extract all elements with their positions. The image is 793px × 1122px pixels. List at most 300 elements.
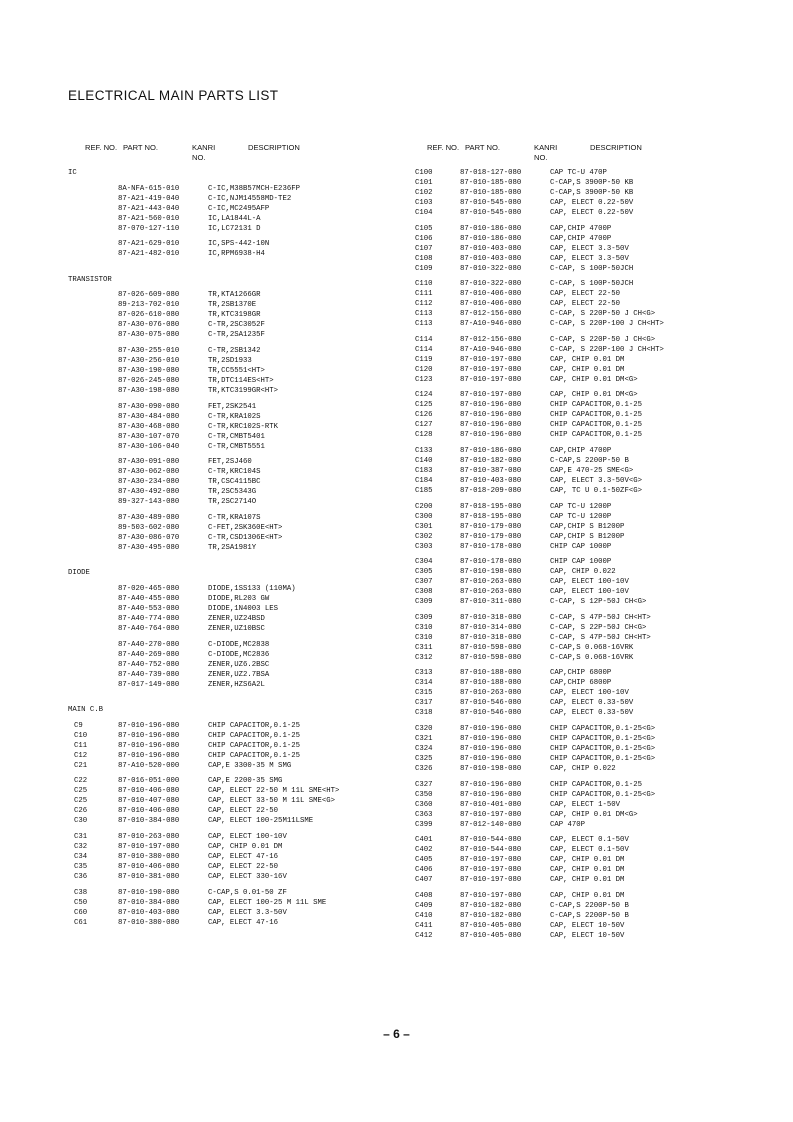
part-no-cell: 87-010-598-080	[460, 643, 522, 652]
description-cell: C-TR,2SA1235F	[208, 331, 265, 340]
parts-row	[0, 309, 793, 319]
description-cell: CAP, CHIP 0.01 DM<G>	[550, 810, 638, 819]
parts-row	[0, 790, 793, 800]
description-cell: CAP, ELECT 330-16V	[208, 872, 287, 881]
description-cell: C-IC,M38B57MCH-E236FP	[208, 184, 300, 193]
part-no-cell: 87-A30-198-080	[118, 386, 180, 395]
description-cell: C-CAP, S 100P-50JCH	[550, 280, 634, 289]
description-cell: CAP, CHIP 0.01 DM	[550, 876, 625, 885]
description-cell: IC,LA1844L-A	[208, 214, 261, 223]
ref-no-cell: C107	[415, 244, 433, 253]
part-no-cell: 87-010-196-080	[460, 780, 522, 789]
description-cell: TR,2SC5343G	[208, 488, 257, 497]
part-no-cell: 87-010-196-080	[460, 744, 522, 753]
parts-row	[0, 420, 793, 430]
kanri-header: KANRI	[192, 143, 216, 152]
ref-no-cell: C309	[415, 613, 433, 622]
part-no-cell: 87-A30-256-010	[118, 356, 180, 365]
description-cell: TR,2SA1981Y	[208, 543, 257, 552]
ref-no-cell: C317	[415, 699, 433, 708]
part-no-cell: 87-010-546-080	[460, 699, 522, 708]
description-cell: C-TR,KRC102S-RTK	[208, 422, 279, 431]
description-cell: CHIP CAPACITOR,0.1-25	[550, 411, 642, 420]
ref-no-cell: C303	[415, 542, 433, 551]
description-cell: CAP, ELECT 3.3-50V	[550, 254, 629, 263]
description-cell: CAP, ELECT 47-16	[208, 918, 279, 927]
parts-row	[0, 430, 793, 440]
description-cell: CAP,CHIP 6800P	[550, 669, 612, 678]
description-cell: TR,DTC114ES<HT>	[208, 376, 274, 385]
part-no-cell: 87-A30-484-080	[118, 412, 180, 421]
description-cell: CAP, ELECT 0.22-50V	[550, 209, 634, 217]
description-header: DESCRIPTION	[248, 143, 300, 152]
part-no-cell: 87-A30-062-080	[118, 468, 180, 477]
description-cell: C-TR,KRA107S	[208, 513, 261, 522]
ref-no-cell: C104	[415, 209, 433, 217]
part-no-cell: 87-010-403-080	[118, 908, 180, 917]
description-cell: CAP, ELECT 10-50V	[550, 931, 625, 940]
description-cell: CAP 470P	[550, 820, 586, 829]
description-header: DESCRIPTION	[590, 143, 642, 152]
description-cell: IC,RPM6938-H4	[208, 250, 265, 259]
parts-row	[0, 375, 793, 385]
parts-row	[0, 446, 793, 456]
part-no-cell: 87-010-403-080	[460, 476, 522, 485]
parts-row	[0, 279, 793, 289]
part-no-cell: 87-A30-234-080	[118, 478, 180, 487]
part-no-cell: 87-A10-946-080	[460, 345, 522, 354]
description-cell: CHIP CAPACITOR,0.1-25	[550, 421, 642, 430]
description-cell: TR,KTC3199GR<HT>	[208, 386, 279, 395]
part-no-cell: 87-026-609-080	[118, 291, 180, 300]
part-no-cell: 87-A30-090-080	[118, 402, 180, 411]
parts-row	[0, 901, 793, 911]
part-no-cell: 87-A40-270-080	[118, 640, 180, 649]
parts-row	[0, 208, 793, 218]
part-no-cell: 87-010-182-080	[460, 901, 522, 910]
parts-row	[0, 698, 793, 708]
part-no-cell: 87-017-149-080	[118, 680, 180, 689]
part-no-cell: 87-010-190-080	[118, 888, 180, 897]
parts-row	[0, 567, 793, 577]
ref-no-cell: C401	[415, 836, 433, 845]
description-cell: CHIP CAPACITOR,0.1-25	[550, 780, 642, 789]
part-no-cell: 87-A40-739-080	[118, 670, 180, 679]
ref-no-cell: C127	[415, 421, 433, 430]
parts-row	[0, 168, 793, 178]
description-cell: ZENER,UZ6.2BSC	[208, 660, 270, 669]
parts-row	[0, 734, 793, 744]
part-no-cell: 87-010-387-080	[460, 466, 522, 475]
description-cell: C-FET,2SK360E<HT>	[208, 523, 283, 532]
section-title: TRANSISTOR	[68, 275, 112, 284]
parts-row	[0, 365, 793, 375]
ref-no-cell: C50	[74, 898, 88, 907]
description-cell: CAP,CHIP S B1200P	[550, 532, 625, 541]
part-no-cell: 87-A40-553-080	[118, 604, 180, 613]
parts-row	[0, 390, 793, 400]
part-no-cell: 87-010-314-080	[460, 623, 522, 632]
ref-no-cell: C405	[415, 856, 433, 865]
part-no-cell: 87-A40-269-080	[118, 650, 180, 659]
description-cell: CAP, ELECT 100-10V	[208, 832, 287, 841]
parts-row	[0, 542, 793, 552]
ref-no-cell: C133	[415, 446, 433, 455]
part-no-cell: 87-010-407-080	[118, 797, 180, 806]
description-cell: FET,2SK2541	[208, 402, 257, 411]
description-cell: IC,LC72131 D	[208, 224, 261, 233]
description-cell: CHIP CAPACITOR,0.1-25	[208, 731, 300, 740]
part-no-cell: 87-010-197-080	[460, 355, 522, 364]
parts-row	[0, 299, 793, 309]
description-cell: CHIP CAPACITOR,0.1-25<G>	[550, 790, 656, 799]
parts-row	[0, 319, 793, 329]
part-no-cell: 87-010-197-080	[460, 365, 522, 374]
description-cell: CAP TC-U 470P	[550, 169, 607, 177]
description-cell: CAP, ELECT 22-50	[550, 300, 621, 309]
parts-row	[0, 845, 793, 855]
ref-no-cell: C10	[74, 731, 88, 740]
parts-row	[0, 855, 793, 865]
ref-no-cell: C326	[415, 764, 433, 773]
part-no-cell: 87-010-406-080	[118, 807, 180, 816]
ref-no-cell: C307	[415, 578, 433, 587]
part-no-cell: 87-010-182-080	[460, 911, 522, 920]
description-cell: CAP, ELECT 0.1-50V	[550, 836, 629, 845]
description-cell: C-CAP,S 2200P-50 B	[550, 456, 629, 465]
part-no-cell: 87-010-196-080	[118, 721, 180, 730]
part-no-cell: 87-010-598-080	[460, 653, 522, 662]
part-no-cell: 87-010-406-080	[118, 787, 180, 796]
parts-row	[0, 835, 793, 845]
description-cell: CAP, CHIP 0.01 DM<G>	[550, 391, 638, 400]
ref-no-cell: C410	[415, 911, 433, 920]
description-cell: C-CAP, S 47P-50J CH<HT>	[550, 613, 651, 622]
part-no-cell: 87-026-245-080	[118, 376, 180, 385]
description-cell: CAP, ELECT 100-25 M 11L SME	[208, 898, 327, 907]
ref-no-cell: C309	[415, 598, 433, 607]
parts-row	[0, 345, 793, 355]
description-cell: CAP, ELECT 22-50	[208, 807, 279, 816]
part-no-cell: 87-010-197-080	[460, 375, 522, 384]
ref-no-cell: C411	[415, 921, 433, 930]
description-cell: CAP,E 2200-35 SMG	[208, 777, 283, 786]
parts-row	[0, 780, 793, 790]
parts-row	[0, 744, 793, 754]
description-cell: ZENER,UZ2.7BSA	[208, 670, 270, 679]
page-title: ELECTRICAL MAIN PARTS LIST	[68, 88, 279, 103]
part-no-cell: 87-010-188-080	[460, 679, 522, 688]
part-no-cell: 87-010-545-080	[460, 209, 522, 217]
description-cell: CAP,CHIP 4700P	[550, 234, 612, 243]
description-cell: C-CAP, S 220P-50 J CH<G>	[550, 335, 656, 344]
ref-no-cell: C105	[415, 224, 433, 233]
ref-no-cell: C25	[74, 797, 88, 806]
part-no-cell: 87-070-127-110	[118, 224, 180, 233]
description-cell: CAP,CHIP S B1200P	[550, 522, 625, 531]
description-cell: C-TR,KRA102S	[208, 412, 261, 421]
part-no-header: PART NO.	[465, 143, 501, 152]
part-no-cell: 87-010-178-080	[460, 542, 522, 551]
part-no-cell: 87-010-197-080	[118, 842, 180, 851]
ref-no-cell: C320	[415, 724, 433, 733]
part-no-cell: 87-A21-419-040	[118, 194, 180, 203]
kanri-no-header: NO.	[192, 153, 206, 162]
part-no-cell: 87-012-140-080	[460, 820, 522, 829]
part-no-cell: 87-010-196-080	[460, 421, 522, 430]
part-no-cell: 87-010-263-080	[460, 578, 522, 587]
part-no-cell: 8A-NFA-615-010	[118, 184, 180, 193]
part-no-cell: 87-010-197-080	[460, 810, 522, 819]
part-no-cell: 87-010-186-080	[460, 234, 522, 243]
part-no-cell: 87-010-263-080	[460, 588, 522, 597]
ref-no-cell: C300	[415, 512, 433, 521]
part-no-cell: 87-010-322-080	[460, 280, 522, 289]
description-cell: CAP, ELECT 100-25M11LSME	[208, 817, 314, 826]
ref-no-cell: C308	[415, 588, 433, 597]
part-no-cell: 87-010-318-080	[460, 613, 522, 622]
ref-no-cell: C327	[415, 780, 433, 789]
description-cell: TR,CSC4115BC	[208, 478, 261, 487]
ref-no-cell: C34	[74, 852, 88, 861]
description-cell: TR,2SB1370E	[208, 301, 257, 310]
parts-row	[0, 532, 793, 542]
ref-no-cell: C318	[415, 709, 433, 718]
description-cell: C-TR,CMBT5401	[208, 432, 265, 441]
ref-no-cell: C11	[74, 741, 88, 750]
description-cell: CHIP CAPACITOR,0.1-25<G>	[550, 734, 656, 743]
description-cell: CAP, CHIP 0.01 DM	[550, 355, 625, 364]
part-no-cell: 87-018-195-080	[460, 512, 522, 521]
part-no-cell: 87-A30-086-070	[118, 533, 180, 542]
ref-no-cell: C114	[415, 335, 433, 344]
description-cell: CAP, CHIP 0.022	[550, 764, 616, 773]
ref-no-cell: C100	[415, 169, 433, 177]
part-no-cell: 87-010-196-080	[460, 754, 522, 763]
parts-row	[0, 724, 793, 734]
description-cell: CAP, ELECT 22-50	[208, 862, 279, 871]
ref-no-cell: C26	[74, 807, 88, 816]
ref-no-cell: C407	[415, 876, 433, 885]
part-no-cell: 87-018-209-080	[460, 486, 522, 495]
part-no-cell: 87-010-318-080	[460, 633, 522, 642]
description-cell: CHIP CAPACITOR,0.1-25<G>	[550, 724, 656, 733]
ref-no-cell: C25	[74, 787, 88, 796]
ref-no-header: REF. NO.	[427, 143, 460, 152]
ref-no-cell: C324	[415, 744, 433, 753]
section-title: IC	[68, 169, 77, 177]
ref-no-cell: C310	[415, 633, 433, 642]
description-cell: C-TR,CMBT5551	[208, 442, 265, 451]
description-cell: DIODE,1SS133 (110MA)	[208, 584, 296, 593]
description-cell: CAP, TC U 0.1-50ZF<G>	[550, 486, 642, 495]
parts-row	[0, 512, 793, 522]
ref-no-cell: C31	[74, 832, 88, 841]
description-cell: CHIP CAPACITOR,0.1-25<G>	[550, 754, 656, 763]
ref-no-cell: C36	[74, 872, 88, 881]
ref-no-cell: C406	[415, 866, 433, 875]
description-cell: C-CAP,S 2200P-50 B	[550, 911, 629, 920]
ref-no-cell: C311	[415, 643, 433, 652]
part-no-cell: 87-010-403-080	[460, 244, 522, 253]
description-cell: C-TR,2SC3052F	[208, 321, 265, 330]
description-cell: CAP, ELECT 100-10V	[550, 578, 629, 587]
ref-no-cell: C125	[415, 401, 433, 410]
description-cell: C-CAP,S 0.068-16VRK	[550, 643, 634, 652]
parts-row	[0, 522, 793, 532]
part-no-cell: 87-010-405-080	[460, 931, 522, 940]
ref-no-cell: C409	[415, 901, 433, 910]
part-no-cell: 87-010-380-080	[118, 918, 180, 927]
description-cell: CAP,E 470-25 SME<G>	[550, 466, 634, 475]
description-cell: ZENER,UZ10BSC	[208, 624, 265, 633]
description-cell: CHIP CAPACITOR,0.1-25	[550, 431, 642, 440]
parts-row	[0, 891, 793, 901]
description-cell: C-DIODE,MC2836	[208, 650, 270, 659]
ref-no-cell: C111	[415, 290, 433, 299]
section-title: DIODE	[68, 569, 90, 578]
description-cell: CAP,CHIP 4700P	[550, 224, 612, 233]
part-no-cell: 87-A21-629-010	[118, 240, 180, 249]
part-no-cell: 87-026-610-080	[118, 311, 180, 320]
parts-row	[0, 820, 793, 830]
ref-no-cell: C124	[415, 391, 433, 400]
description-cell: C-CAP,S 3900P-50 KB	[550, 179, 634, 187]
parts-row	[0, 643, 793, 653]
parts-row	[0, 810, 793, 820]
parts-row	[0, 688, 793, 698]
description-cell: CAP, ELECT 1-50V	[550, 800, 621, 809]
part-no-cell: 87-010-406-080	[118, 862, 180, 871]
description-cell: CAP, ELECT 22-50 M 11L SME<HT>	[208, 787, 340, 796]
part-no-cell: 87-010-196-080	[460, 411, 522, 420]
part-no-cell: 87-018-195-080	[460, 502, 522, 511]
part-no-cell: 87-010-406-080	[460, 300, 522, 309]
description-cell: TR,KTC3198GR	[208, 311, 261, 320]
part-no-cell: 87-018-127-080	[460, 169, 522, 177]
parts-row	[0, 754, 793, 764]
part-no-cell: 87-A40-764-080	[118, 624, 180, 633]
part-no-cell: 87-010-544-080	[460, 846, 522, 855]
ref-no-cell: C108	[415, 254, 433, 263]
part-no-cell: 87-010-546-080	[460, 709, 522, 718]
part-no-cell: 87-A40-774-080	[118, 614, 180, 623]
part-no-cell: 87-010-545-080	[460, 199, 522, 207]
part-no-cell: 87-010-179-080	[460, 532, 522, 541]
part-no-cell: 87-A21-443-040	[118, 204, 180, 213]
description-cell: TR,CC5551<HT>	[208, 366, 265, 375]
ref-no-cell: C102	[415, 189, 433, 197]
description-cell: CHIP CAP 1000P	[550, 558, 612, 567]
ref-no-cell: C325	[415, 754, 433, 763]
description-cell: CHIP CAP 1000P	[550, 542, 612, 551]
part-no-cell: 87-010-182-080	[460, 456, 522, 465]
description-cell: CAP, ELECT 3.3-50V<G>	[550, 476, 642, 485]
parts-row	[0, 502, 793, 512]
description-cell: CAP, CHIP 0.01 DM	[550, 365, 625, 374]
ref-no-cell: C21	[74, 761, 88, 770]
parts-row	[0, 875, 793, 885]
parts-row	[0, 466, 793, 476]
part-no-header: PART NO.	[123, 143, 159, 152]
parts-row	[0, 587, 793, 597]
part-no-cell: 87-A30-190-080	[118, 366, 180, 375]
part-no-cell: 87-010-405-080	[460, 921, 522, 930]
description-cell: CAP, ELECT 100-10V	[550, 689, 629, 698]
description-cell: CAP TC-U 1200P	[550, 502, 612, 511]
parts-row	[0, 764, 793, 774]
description-cell: C-IC,MC2495AFP	[208, 204, 270, 213]
part-no-cell: 87-010-185-080	[460, 189, 522, 197]
part-no-cell: 87-A21-560-010	[118, 214, 180, 223]
description-cell: CAP, ELECT 0.33-50V	[550, 709, 634, 718]
description-cell: C-CAP, S 220P-100 J CH<HT>	[550, 345, 664, 354]
ref-no-cell: C120	[415, 365, 433, 374]
parts-row	[0, 486, 793, 496]
parts-row	[0, 400, 793, 410]
part-no-cell: 87-020-465-080	[118, 584, 180, 593]
description-cell: CAP, ELECT 0.33-50V	[550, 699, 634, 708]
description-cell: C-CAP, S 220P-50 J CH<G>	[550, 310, 656, 319]
part-no-cell: 87-010-196-080	[118, 741, 180, 750]
part-no-cell: 87-A40-752-080	[118, 660, 180, 669]
part-no-cell: 87-010-197-080	[460, 866, 522, 875]
description-cell: C-CAP, S 220P-100 J CH<HT>	[550, 320, 664, 329]
parts-row	[0, 289, 793, 299]
ref-no-cell: C109	[415, 264, 433, 273]
description-cell: C-CAP,S 0.01-50 ZF	[208, 888, 287, 897]
description-cell: C-CAP,S 0.068-16VRK	[550, 653, 634, 662]
part-no-cell: 87-012-156-080	[460, 310, 522, 319]
ref-no-cell: C61	[74, 918, 88, 927]
parts-row	[0, 623, 793, 633]
part-no-cell: 87-010-188-080	[460, 669, 522, 678]
parts-row	[0, 476, 793, 486]
part-no-cell: 87-A30-106-040	[118, 442, 180, 451]
ref-no-cell: C310	[415, 623, 433, 632]
ref-no-cell: C119	[415, 355, 433, 364]
part-no-cell: 87-010-384-080	[118, 898, 180, 907]
description-cell: C-CAP, S 22P-50J CH<G>	[550, 623, 647, 632]
ref-no-cell: C412	[415, 931, 433, 940]
part-no-cell: 87-010-544-080	[460, 836, 522, 845]
description-cell: CHIP CAPACITOR,0.1-25<G>	[550, 744, 656, 753]
parts-row	[0, 653, 793, 663]
parts-row	[0, 188, 793, 198]
part-no-cell: 87-A30-489-080	[118, 513, 180, 522]
part-no-cell: 87-010-198-080	[460, 764, 522, 773]
ref-no-cell: C312	[415, 653, 433, 662]
parts-row	[0, 355, 793, 365]
description-cell: CHIP CAPACITOR,0.1-25	[208, 721, 300, 730]
description-cell: CAP, CHIP 0.01 DM	[550, 856, 625, 865]
parts-row	[0, 244, 793, 254]
description-cell: CAP, ELECT 22-50	[550, 290, 621, 299]
ref-no-header: REF. NO.	[85, 143, 118, 152]
description-cell: C-CAP, S 47P-50J CH<HT>	[550, 633, 651, 642]
parts-row	[0, 410, 793, 420]
ref-no-cell: C9	[74, 721, 83, 730]
ref-no-cell: C408	[415, 891, 433, 900]
part-no-cell: 87-010-179-080	[460, 522, 522, 531]
part-no-cell: 87-010-197-080	[460, 856, 522, 865]
ref-no-cell: C32	[74, 842, 88, 851]
description-cell: CAP, ELECT 3.3-50V	[550, 244, 629, 253]
description-cell: C-CAP,S 3900P-50 KB	[550, 189, 634, 197]
parts-row	[0, 557, 793, 567]
part-no-cell: 87-010-197-080	[460, 891, 522, 900]
description-cell: C-DIODE,MC2838	[208, 640, 270, 649]
